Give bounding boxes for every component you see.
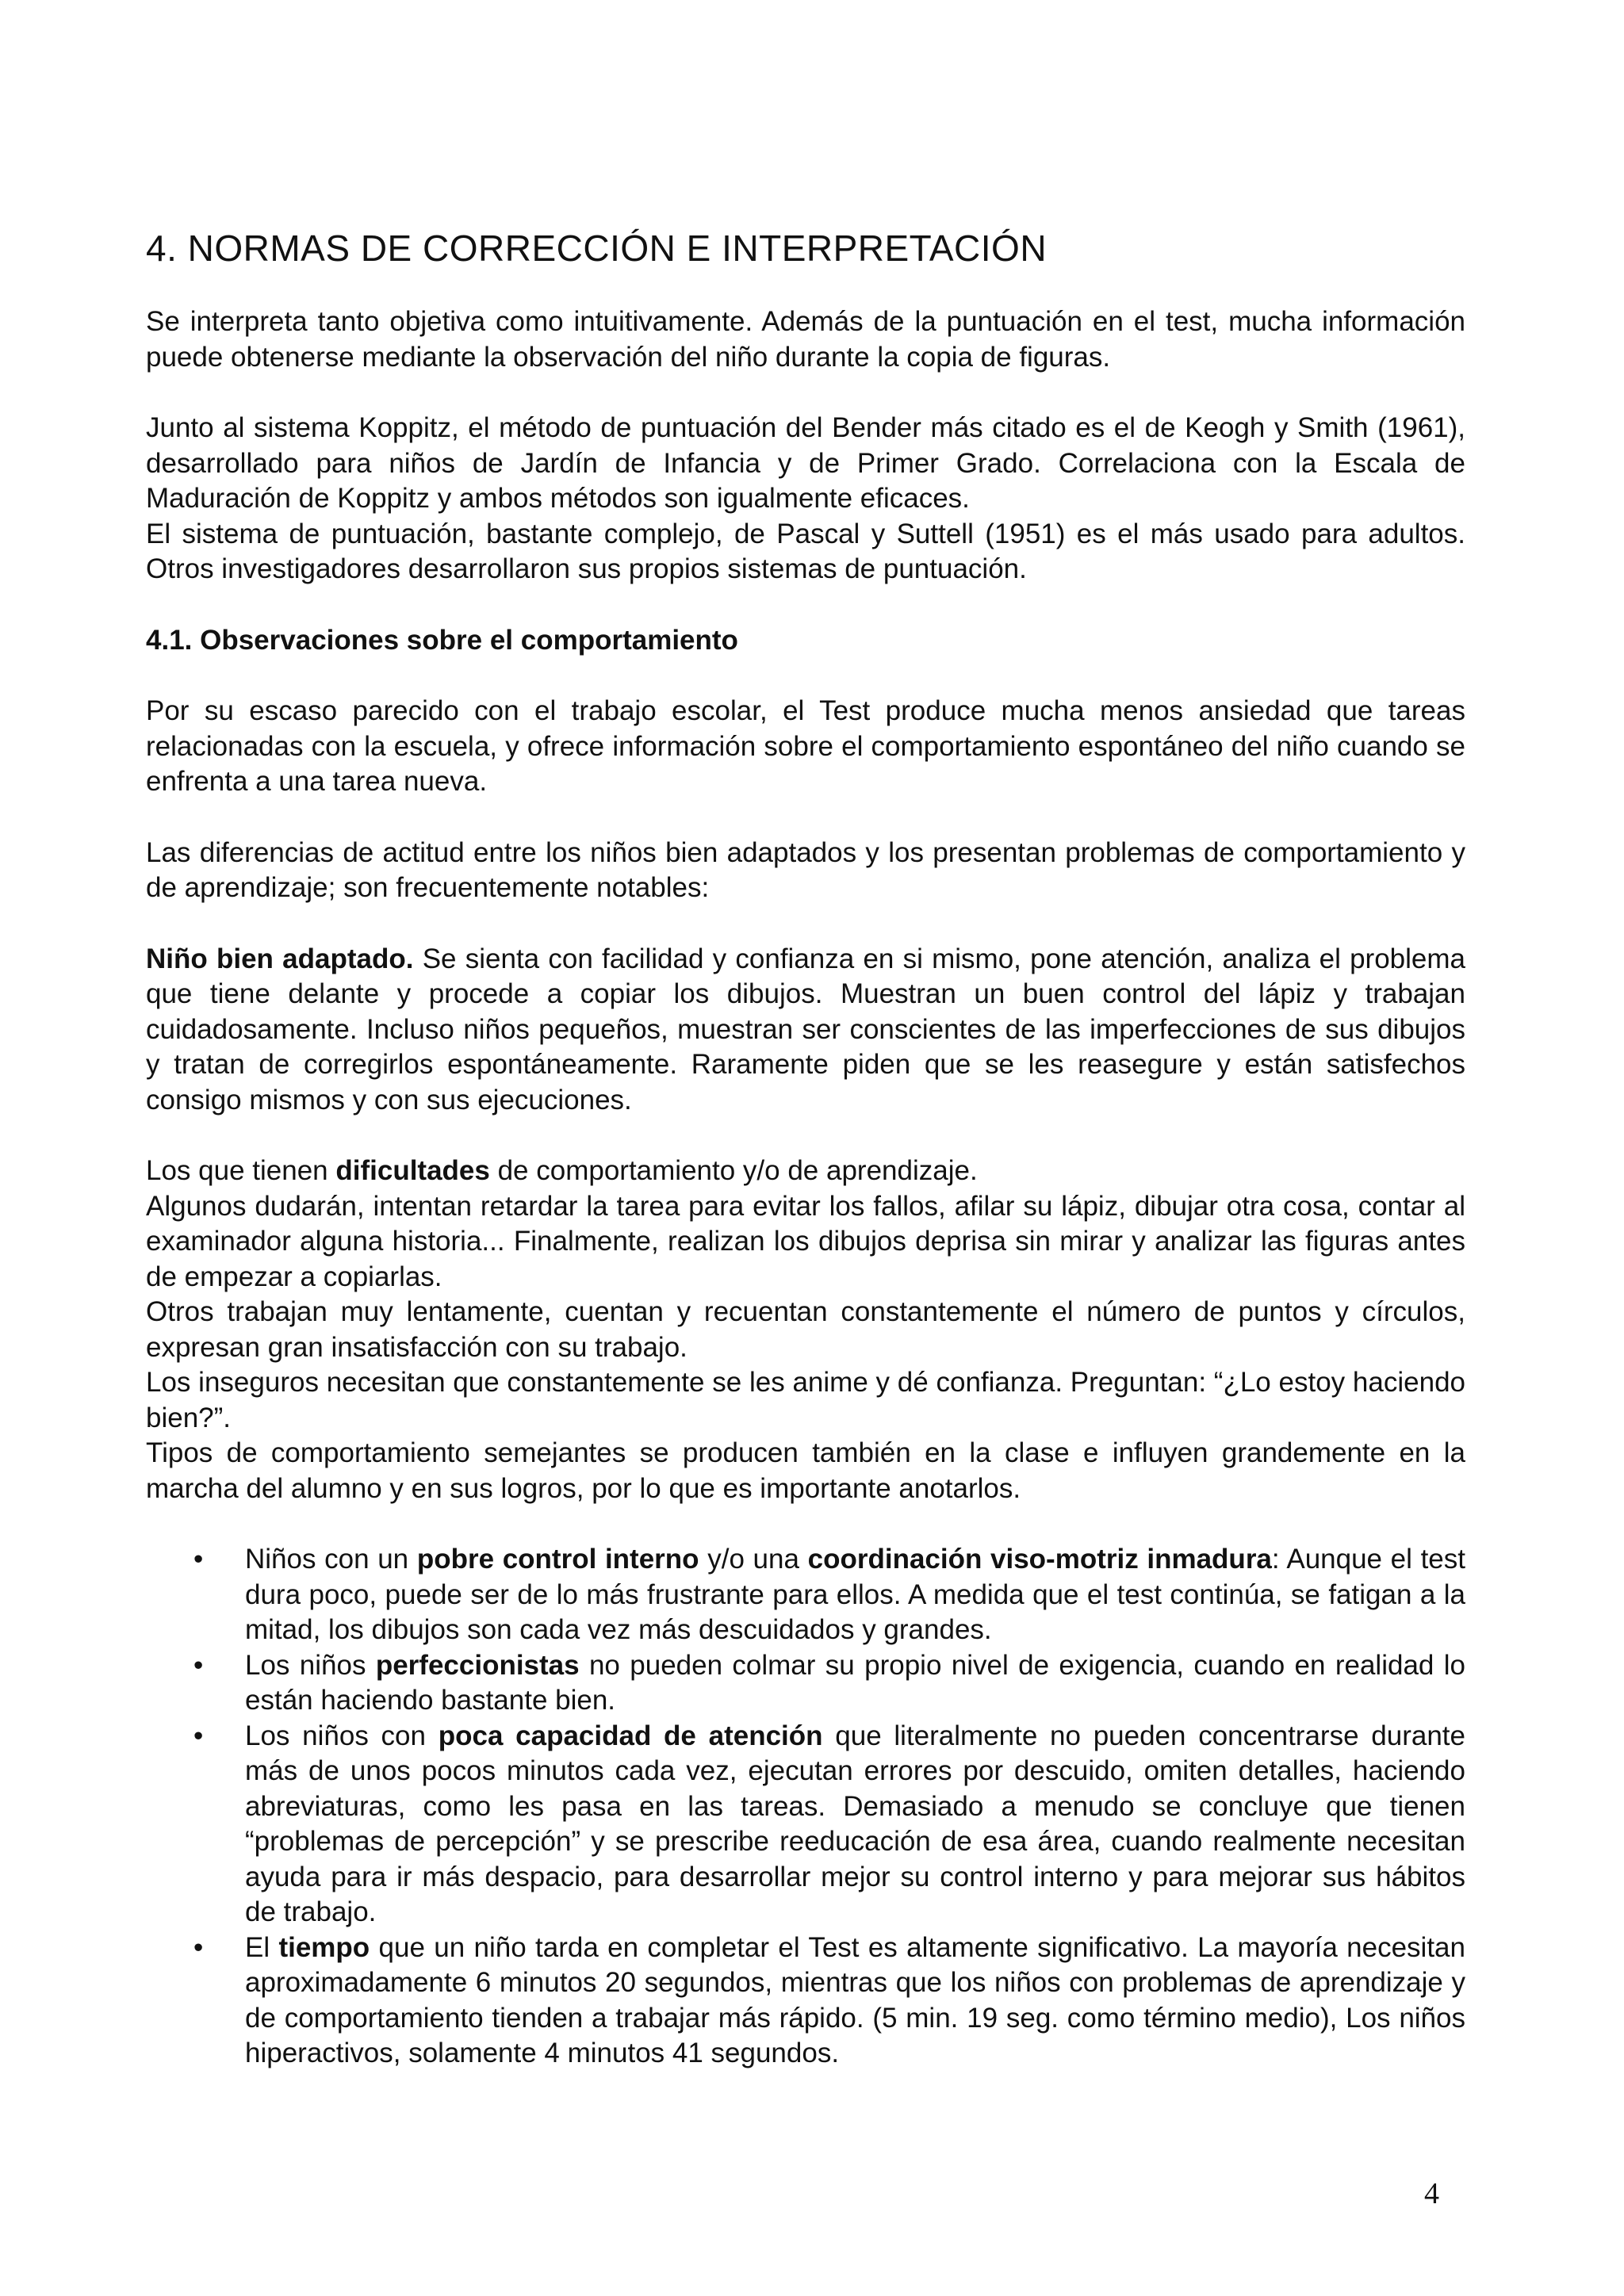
intro-paragraph-1: Se interpreta tanto objetiva como intuitivamente. Además de la puntuación en el test, mucha información puede obtenerse mediante la observación del niño durante la copia de figuras. bbox=[146, 306, 1465, 373]
intro-paragraph-2: Junto al sistema Koppitz, el método de puntuación del Bender más citado es el de Keogh y Smith (1961), desarrollado para niños de Jardín de Infancia y de Primer Grado. Correlaciona con la Escala de Maduración de Koppitz y ambos métodos son igualmente eficaces. bbox=[146, 412, 1465, 514]
bullet-item bbox=[146, 1931, 1465, 2072]
page-number: 4 bbox=[1424, 2177, 1439, 2210]
difficulties-paragraph-3: Los inseguros necesitan que constantemente se les anime y dé confianza. Preguntan: “¿Lo estoy haciendo bien?”. bbox=[146, 1367, 1465, 1433]
difficulties-pre: Los que tienen bbox=[146, 1155, 336, 1186]
adapted-child-text: Se sienta con facilidad y confianza en si mismo, pone atención, analiza el problema que tiene delante y procede a copiar los dibujos. Muestran un buen control del lápiz y trabajan cuidadosamente. Incluso niños pequeños, muestran ser conscientes de las imperfecciones de sus dibujos y tratan de corregirlos espontáneamente. Raramente piden que se les reasegure y están satisfechos consigo mismos y con sus ejecuciones. bbox=[146, 943, 1465, 1115]
difficulties-post: de comportamiento y/o de aprendizaje. bbox=[489, 1155, 978, 1186]
adapted-child-paragraph bbox=[146, 942, 1465, 1119]
document-body bbox=[146, 304, 1465, 2072]
bullet-term: tiempo bbox=[278, 1931, 370, 1963]
bullet-text: Niños con un bbox=[245, 1544, 417, 1575]
bullet-text: Los niños bbox=[245, 1649, 376, 1681]
section-paragraph-2: Las diferencias de actitud entre los niños bien adaptados y los presentan problemas de comportamiento y de aprendizaje; son frecuentemente notables: bbox=[146, 836, 1465, 903]
bullet-text: que literalmente no pueden concentrarse durante más de unos pocos minutos cada vez, ejecutan errores por descuido, omiten detalles, haciendo abreviaturas, como les pasa en las tareas. Demasiado a menudo se concluye que tienen “problemas de percepción” y se prescribe reeducación de esa área, cuando realmente necesitan ayuda para ir más despacio, para desarrollar mejor su control interno y para mejorar sus hábitos de trabajo. bbox=[245, 1720, 1465, 1927]
bullet-text: no pueden colmar su propio nivel de exigencia, cuando en realidad lo están haciendo bastante bien. bbox=[245, 1649, 1465, 1716]
difficulties-paragraph-2: Otros trabajan muy lentamente, cuentan y recuentan constantemente el número de puntos y círculos, expresan gran insatisfacción con su trabajo. bbox=[146, 1296, 1465, 1363]
difficulties-paragraph-1: Algunos dudarán, intentan retardar la tarea para evitar los fallos, afilar su lápiz, dibujar otra cosa, contar al examinador alguna historia... Finalmente, realizan los dibujos deprisa sin mirar y analizar las figuras antes de empezar a copiarlas. bbox=[146, 1190, 1465, 1292]
behavior-bullet-list bbox=[146, 1542, 1465, 2072]
adapted-child-term: Niño bien adaptado. bbox=[146, 943, 414, 974]
page-heading: 4. NORMAS DE CORRECCIÓN E INTERPRETACIÓN bbox=[146, 228, 1048, 269]
intro-paragraph-3: El sistema de puntuación, bastante complejo, de Pascal y Suttell (1951) es el más usado para adultos. Otros investigadores desarrollaron sus propios sistemas de puntuación. bbox=[146, 518, 1465, 584]
bullet-item bbox=[146, 1719, 1465, 1931]
bullet-term: pobre control interno bbox=[416, 1544, 699, 1575]
bullet-text: : Aunque el test dura poco, puede ser de lo más frustrante para ellos. A medida que el test continúa, se fatigan a la mitad, los dibujos son cada vez más descuidados y grandes. bbox=[245, 1544, 1465, 1645]
bullet-text: y/o una bbox=[699, 1544, 808, 1575]
difficulties-paragraph-4: Tipos de comportamiento semejantes se producen también en la clase e influyen grandemente en la marcha del alumno y en sus logros, por lo que es importante anotarlos. bbox=[146, 1437, 1465, 1504]
difficulties-paragraph bbox=[146, 1154, 1465, 1189]
bullet-term: coordinación viso-motriz inmadura bbox=[807, 1544, 1272, 1575]
bullet-term: poca capacidad de atención bbox=[438, 1720, 823, 1751]
bullet-text: que un niño tarda en completar el Test es altamente significativo. La mayoría necesitan aproximadamente 6 minutos 20 segundos, mientras que los niños con problemas de aprendizaje y de comportamiento tienden a trabajar más rápido. (5 min. 19 seg. como término medio), Los niños hiperactivos, solamente 4 minutos 41 segundos. bbox=[245, 1931, 1465, 2068]
bullet-item bbox=[146, 1648, 1465, 1719]
bullet-item bbox=[146, 1542, 1465, 1648]
difficulties-term: dificultades bbox=[335, 1155, 490, 1186]
section-title: 4.1. Observaciones sobre el comportamiento bbox=[146, 624, 738, 656]
bullet-term: perfeccionistas bbox=[375, 1649, 580, 1681]
bullet-text: El bbox=[245, 1931, 279, 1963]
bullet-text: Los niños con bbox=[245, 1720, 439, 1751]
section-paragraph-1: Por su escaso parecido con el trabajo escolar, el Test produce mucha menos ansiedad que tareas relacionadas con la escuela, y ofrece información sobre el comportamiento espontáneo del niño cuando se enfrenta a una tarea nueva. bbox=[146, 695, 1465, 797]
